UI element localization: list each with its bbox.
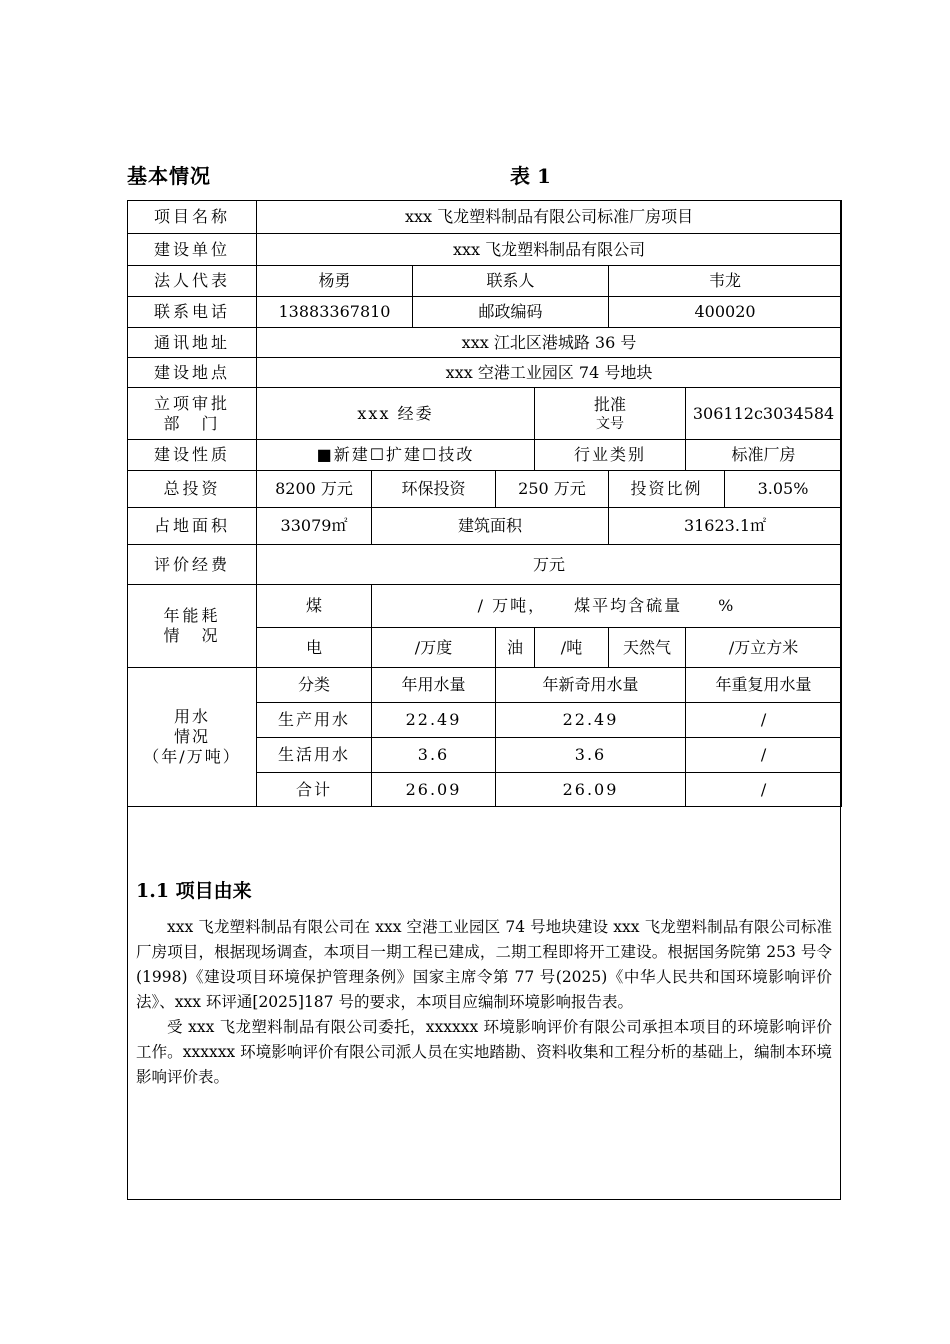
contact-label: 联系人 [413, 266, 609, 297]
investment-value: 8200 万元 [257, 471, 372, 508]
approval-label-line2: 部 门 [163, 413, 221, 433]
water-col-header: 年新奇用水量 [496, 668, 686, 703]
row-nature [128, 440, 842, 471]
water-cell: 3.6 [372, 738, 496, 773]
water-cell: 22.49 [496, 703, 686, 738]
builder-value: xxx 飞龙塑料制品有限公司 [257, 234, 842, 266]
gas-label: 天然气 [609, 628, 686, 668]
site-label: 建设地点 [128, 358, 257, 388]
water-col-header: 分类 [257, 668, 372, 703]
water-label [128, 668, 257, 807]
row-project-name [128, 201, 842, 234]
nature-label: 建设性质 [128, 440, 257, 471]
coal-value: / 万吨， 煤平均含硫量 % [372, 585, 842, 628]
approval-doc-value: 306112c3034584 [686, 388, 842, 440]
industry-label: 行业类别 [535, 440, 686, 471]
water-cell: 26.09 [496, 773, 686, 807]
approval-label-line1: 立项审批 [153, 393, 230, 413]
eval-fee-label: 评价经费 [128, 545, 257, 585]
project-name-label: 项目名称 [128, 201, 257, 234]
electricity-label: 电 [257, 628, 372, 668]
water-cell: 3.6 [496, 738, 686, 773]
water-cell: 26.09 [372, 773, 496, 807]
phone-value: 13883367810 [257, 297, 413, 328]
postcode-label: 邮政编码 [413, 297, 609, 328]
address-label: 通讯地址 [128, 328, 257, 358]
eval-fee-value: 万元 [257, 545, 842, 585]
address-value: xxx 江北区港城路 36 号 [257, 328, 842, 358]
water-cell: 22.49 [372, 703, 496, 738]
row-eval-fee [128, 545, 842, 585]
water-col-header: 年用水量 [372, 668, 496, 703]
basic-info-table [127, 200, 842, 807]
area-label: 占地面积 [128, 508, 257, 545]
site-value: xxx 空港工业园区 74 号地块 [257, 358, 842, 388]
row-investment [128, 471, 842, 508]
energy-label-line1: 年能耗 [163, 606, 221, 625]
approval-doc-label [535, 388, 686, 440]
row-legal-rep [128, 266, 842, 297]
header [127, 160, 841, 190]
water-label-line1: 用水 [173, 707, 210, 726]
water-cell: / [686, 738, 842, 773]
water-col-header: 年重复用水量 [686, 668, 842, 703]
industry-value: 标准厂房 [686, 440, 842, 471]
legal-rep-label: 法人代表 [128, 266, 257, 297]
water-cell: / [686, 703, 842, 738]
project-name-value: xxx 飞龙塑料制品有限公司标准厂房项目 [257, 201, 842, 234]
water-cell: / [686, 773, 842, 807]
row-address [128, 328, 842, 358]
section-paragraph: xxx 飞龙塑料制品有限公司在 xxx 空港工业园区 74 号地块建设 xxx 飞龙塑料制品有限公司标准厂房项目，根据现场调查，本项目一期工程已建成，二期工程即将开工建设。根据国务院第 253 号令(1998)《建设项目环境保护管理条例》国家主席令第 77 号(2025)《中华人民共和国环境影响评价法》、xxx 环评通[2025]187 号的要求，本项目应编制环境影响报告表。 [136, 918, 832, 1011]
project-origin-section [136, 876, 832, 1090]
section-paragraph: 受 xxx 飞龙塑料制品有限公司委托，xxxxxx 环境影响评价有限公司承担本项目的环境影响评价工作。xxxxxx 环境影响评价有限公司派人员在实地踏勘、资料收集和工程分析的基础上，编制本环境影响评价表。 [136, 1018, 832, 1086]
energy-label [128, 585, 257, 668]
section-title: 1.1 项目由来 [136, 880, 252, 902]
legal-rep-value: 杨勇 [257, 266, 413, 297]
water-cell: 生产用水 [257, 703, 372, 738]
nature-value: ■新建☐扩建☐技改 [257, 440, 535, 471]
contact-value: 韦龙 [609, 266, 842, 297]
water-label-line2: 情况 [173, 727, 210, 746]
row-phone [128, 297, 842, 328]
gas-value: /万立方米 [686, 628, 842, 668]
row-approval [128, 388, 842, 440]
water-label-line3: （年/万吨） [143, 747, 241, 766]
build-area-value: 31623.1㎡ [609, 508, 842, 545]
approval-label [128, 388, 257, 440]
water-cell: 合计 [257, 773, 372, 807]
phone-label: 联系电话 [128, 297, 257, 328]
build-area-label: 建筑面积 [372, 508, 609, 545]
approval-doc-label-line1: 批准 [593, 394, 626, 414]
electricity-value: /万度 [372, 628, 496, 668]
row-area [128, 508, 842, 545]
row-builder [128, 234, 842, 266]
oil-value: /吨 [535, 628, 609, 668]
row-energy-coal [128, 585, 842, 628]
env-investment-value: 250 万元 [496, 471, 609, 508]
row-site [128, 358, 842, 388]
investment-ratio-label: 投资比例 [609, 471, 725, 508]
table-number: 表 1 [510, 164, 551, 188]
approval-doc-label-line2: 文号 [596, 415, 624, 432]
investment-label: 总投资 [128, 471, 257, 508]
env-investment-label: 环保投资 [372, 471, 496, 508]
water-cell: 生活用水 [257, 738, 372, 773]
area-value: 33079㎡ [257, 508, 372, 545]
oil-label: 油 [496, 628, 535, 668]
row-water-header [128, 668, 842, 703]
coal-label: 煤 [257, 585, 372, 628]
energy-label-line2: 情 况 [163, 626, 221, 645]
postcode-value: 400020 [609, 297, 842, 328]
approval-value: xxx 经委 [257, 388, 535, 440]
investment-ratio-value: 3.05% [725, 471, 842, 508]
builder-label: 建设单位 [128, 234, 257, 266]
page-title: 基本情况 [127, 164, 211, 188]
